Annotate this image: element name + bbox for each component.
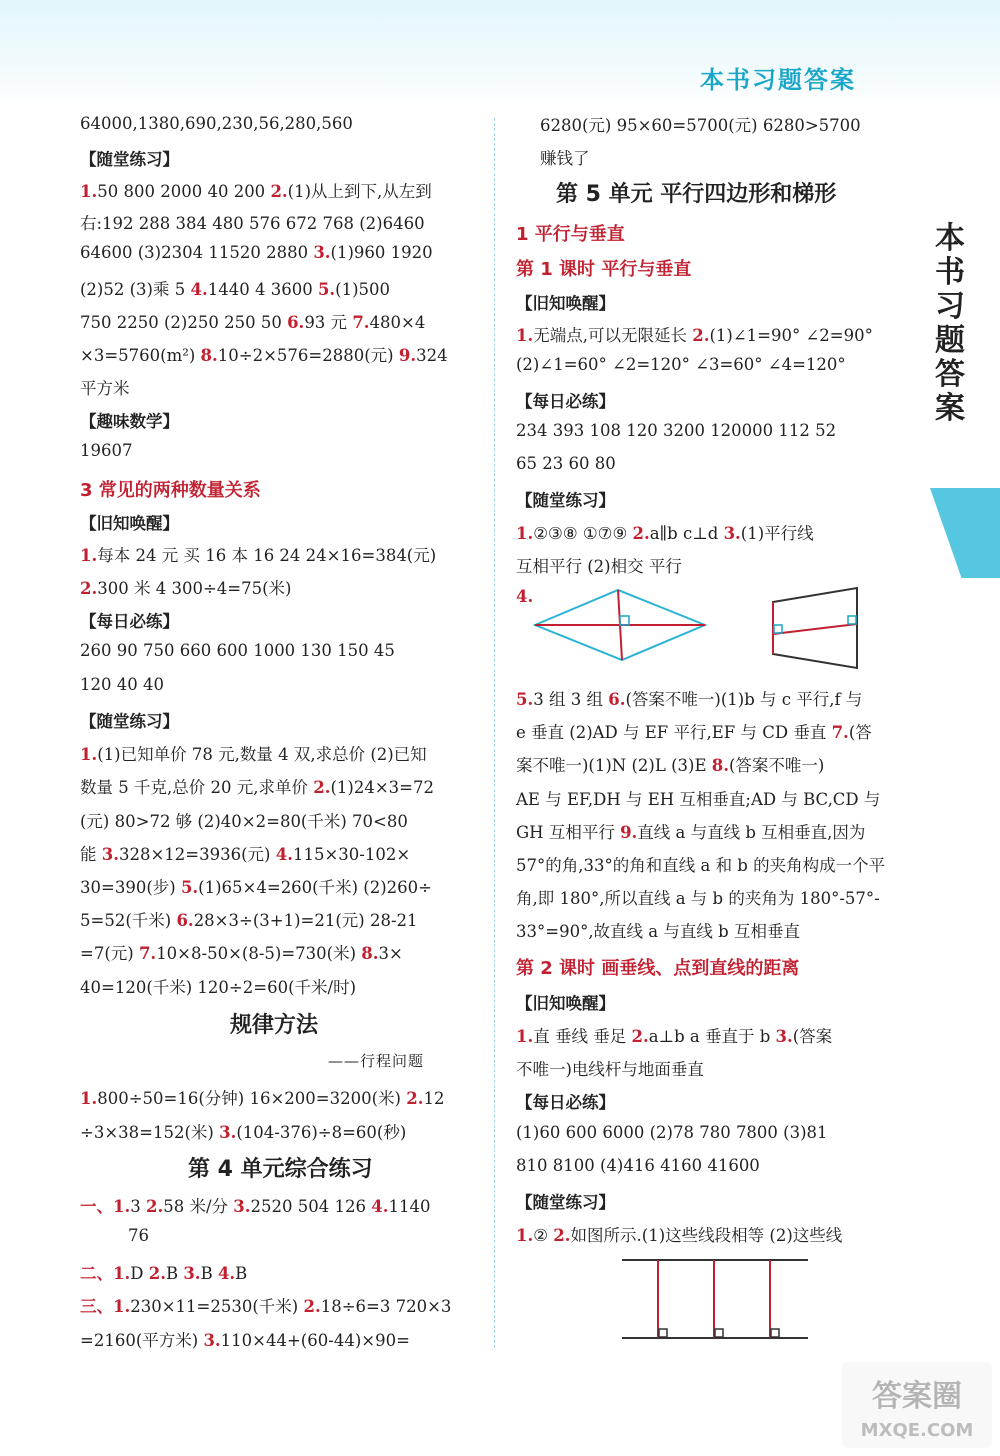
answer-line: 1.(1)已知单价 78 元,数量 4 双,求总价 (2)已知 — [80, 745, 427, 764]
answer-line: 57°的角,33°的角和直线 a 和 b 的夹角构成一个平 — [516, 856, 886, 875]
section-header: 【趣味数学】 — [80, 412, 179, 431]
section-header: 【每日必练】 — [80, 612, 179, 631]
section-header: 【每日必练】 — [516, 1093, 615, 1112]
answer-line: e 垂直 (2)AD 与 EF 平行,EF 与 CD 垂直 7.(答 — [516, 723, 872, 742]
answer-line: 120 40 40 — [80, 675, 164, 694]
side-tab — [930, 488, 1000, 578]
answer-line: 2.300 米 4 300÷4=75(米) — [80, 579, 292, 598]
answer-line: 64600 (3)2304 11520 2880 3.(1)960 1920 — [80, 243, 433, 262]
method-subtitle: ——行程问题 — [328, 1052, 425, 1070]
answer-line: ÷3×38=152(米) 3.(104-376)÷8=60(秒) — [80, 1123, 407, 1142]
answer-line: 1.② 2.如图所示.(1)这些线段相等 (2)这些线 — [516, 1226, 843, 1245]
lesson-title: 第 2 课时 画垂线、点到直线的距离 — [516, 958, 800, 979]
section-title: 3 常见的两种数量关系 — [80, 480, 261, 501]
answer-line: 能 3.328×12=3936(元) 4.115×30-102× — [80, 845, 411, 864]
column-divider — [494, 118, 495, 1348]
answer-line: 1.800÷50=16(分钟) 16×200=3200(米) 2.12 — [80, 1089, 445, 1108]
section-title: 1 平行与垂直 — [516, 224, 625, 245]
header-title: 本书习题答案 — [700, 66, 856, 94]
answer-line: 40=120(千米) 120÷2=60(千米/时) — [80, 978, 357, 997]
answer-line: 互相平行 (2)相交 平行 — [516, 557, 682, 576]
section-header: 【旧知唤醒】 — [516, 294, 615, 313]
side-title: 本书习题答案 — [935, 221, 965, 426]
lesson-title: 第 1 课时 平行与垂直 — [516, 259, 692, 280]
answer-line: 不唯一)电线杆与地面垂直 — [516, 1060, 704, 1079]
answer-line: 二、1.D 2.B 3.B 4.B — [80, 1264, 248, 1283]
answer-line: 19607 — [80, 441, 133, 460]
perpendicular-segments-figure — [620, 1255, 810, 1345]
answer-line: 角,即 180°,所以直线 a 与 b 的夹角为 180°-57°- — [516, 889, 880, 908]
answer-line: 234 393 108 120 3200 120000 112 52 — [516, 421, 837, 440]
answer-line: 1.50 800 2000 40 200 2.(1)从上到下,从左到 — [80, 182, 432, 201]
unit-title: 第 5 单元 平行四边形和梯形 — [556, 182, 837, 207]
answer-line: 1.②③⑧ ①⑦⑨ 2.a∥b c⊥d 3.(1)平行线 — [516, 524, 814, 543]
answer-line: 33°=90°,故直线 a 与直线 b 互相垂直 — [516, 922, 800, 941]
answer-line: 一、1.3 2.58 米/分 3.2520 504 126 4.1140 — [80, 1197, 431, 1216]
answer-line: 76 — [128, 1226, 149, 1245]
section-header: 【随堂练习】 — [80, 150, 179, 169]
answer-line: 1.直 垂线 垂足 2.a⊥b a 垂直于 b 3.(答案 — [516, 1027, 833, 1046]
answer-line: 平方米 — [80, 379, 130, 398]
answer-line: (1)60 600 6000 (2)78 780 7800 (3)81 — [516, 1123, 828, 1142]
answer-line: =2160(平方米) 3.110×44+(60-44)×90= — [80, 1331, 410, 1350]
answer-line: GH 互相平行 9.直线 a 与直线 b 互相垂直,因为 — [516, 823, 866, 842]
answer-line: 5=52(千米) 6.28×3÷(3+1)=21(元) 28-21 — [80, 911, 418, 930]
answer-line: (2)52 (3)乘 5 4.1440 4 3600 5.(1)500 — [80, 280, 391, 299]
answer-line: 右:192 288 384 480 576 672 768 (2)6460 — [80, 214, 425, 233]
answer-line: 750 2250 (2)250 250 50 6.93 元 7.480×4 — [80, 313, 426, 332]
svg-text:MXQE.COM: MXQE.COM — [860, 1420, 974, 1441]
answer-line: 6280(元) 95×60=5700(元) 6280>5700 — [540, 116, 861, 135]
watermark-logo — [842, 1362, 992, 1448]
trapezoid-figure — [765, 584, 865, 670]
answer-line: 64000,1380,690,230,56,280,560 — [80, 114, 353, 133]
section-header: 【旧知唤醒】 — [80, 514, 179, 533]
answer-line: (元) 80>72 够 (2)40×2=80(千米) 70<80 — [80, 812, 408, 831]
answer-number: 4. — [516, 587, 534, 606]
answer-line: 数量 5 千克,总价 20 元,求单价 2.(1)24×3=72 — [80, 778, 434, 797]
answer-line: (2)∠1=60° ∠2=120° ∠3=60° ∠4=120° — [516, 355, 846, 374]
section-header: 【每日必练】 — [516, 392, 615, 411]
answer-line: ×3=5760(m²) 8.10÷2×576=2880(元) 9.324 — [80, 346, 448, 365]
answer-line: 赚钱了 — [540, 149, 590, 168]
answer-line: 1.每本 24 元 买 16 本 16 24 24×16=384(元) — [80, 546, 437, 565]
section-header: 【随堂练习】 — [516, 1193, 615, 1212]
answer-line: 810 8100 (4)416 4160 41600 — [516, 1156, 760, 1175]
answer-line: 三、1.230×11=2530(千米) 2.18÷6=3 720×3 — [80, 1297, 452, 1316]
answer-line: AE 与 EF,DH 与 EH 互相垂直;AD 与 BC,CD 与 — [516, 790, 881, 809]
answer-line: 30=390(步) 5.(1)65×4=260(千米) (2)260÷ — [80, 878, 432, 897]
method-title: 规律方法 — [230, 1013, 319, 1038]
rhombus-figure — [530, 585, 710, 665]
answer-line: 65 23 60 80 — [516, 454, 616, 473]
answer-line: 案不唯一)(1)N (2)L (3)E 8.(答案不唯一) — [516, 756, 825, 775]
svg-text:答案圈: 答案圈 — [872, 1379, 962, 1414]
answer-line: 5.3 组 3 组 6.(答案不唯一)(1)b 与 c 平行,f 与 — [516, 690, 863, 709]
section-header: 【随堂练习】 — [80, 712, 179, 731]
unit-title: 第 4 单元综合练习 — [188, 1157, 373, 1182]
answer-line: 1.无端点,可以无限延长 2.(1)∠1=90° ∠2=90° — [516, 326, 873, 345]
answer-line: =7(元) 7.10×8-50×(8-5)=730(米) 8.3× — [80, 944, 403, 963]
answer-line: 260 90 750 660 600 1000 130 150 45 — [80, 641, 395, 660]
section-header: 【随堂练习】 — [516, 491, 615, 510]
section-header: 【旧知唤醒】 — [516, 994, 615, 1013]
